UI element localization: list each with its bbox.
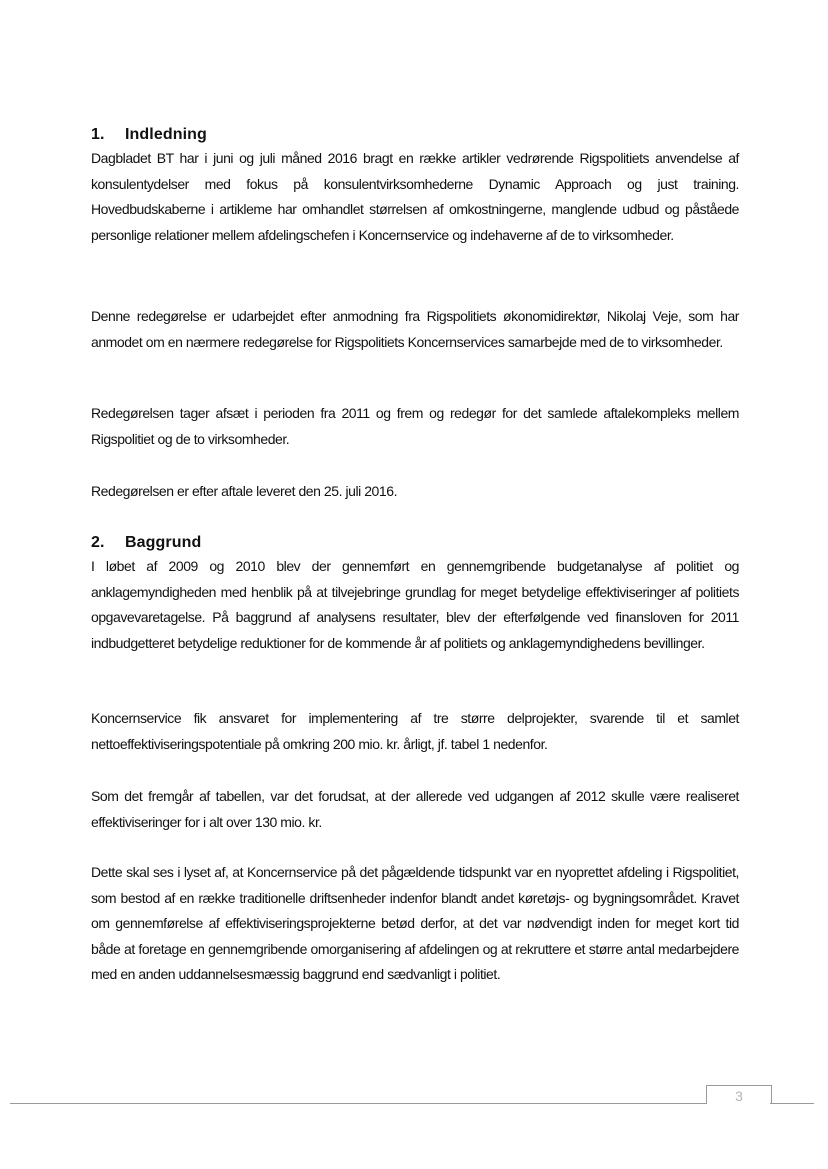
footer-rule-right [770, 1103, 814, 1104]
footer-rule-left [10, 1103, 706, 1104]
paragraph-text: I løbet af 2009 og 2010 blev der gennemført en gennemgribende budgetanalyse af politiet og anklagemyndigheden med henblik på at tilvejebringe grundlag for meget betydelige effektiviseringer af politiets opgavevaretagelse. På baggrund af analysens resultater, blev der efterfølgende ved finansloven for 2011 indbudgetteret betydelige reduktioner for de kommende år af politiets og anklagemyndighedens bevillinger. [91, 558, 739, 651]
paragraph [91, 479, 739, 505]
paragraph-text: Dette skal ses i lyset af, at Koncernservice på det pågældende tidspunkt var en nyoprettet afdeling i Rigspolitiet, som bestod af en række traditionelle driftsenheder indenfor blandt andet køretøjs- og bygningsområdet. Kravet om gennemførelse af effektiviseringsprojekterne betød derfor, at det var nødvendigt inden for meget kort tid både at foretage en gennemgribende omorganisering af afdelingen og at rekruttere et større antal medarbejdere med en anden uddannelsesmæssig baggrund end sædvanligt i politiet. [91, 864, 739, 982]
paragraph [91, 706, 739, 757]
paragraph-text: Redegørelsen er efter aftale leveret den 25. juli 2016. [91, 483, 398, 499]
paragraph [91, 401, 739, 452]
paragraph [91, 304, 739, 355]
section-2-heading [91, 534, 201, 552]
section-number: 1. [91, 126, 105, 143]
paragraph-text: Dagbladet BT har i juni og juli måned 2016 bragt en række artikler vedrørende Rigspolitiets anvendelse af konsulentydelser med fokus på konsulentvirksomhederne Dynamic Approach og just training. Hovedbudskaberne i artikleme har omhandlet størrelsen af omkostningerne, manglende udbud og påståede personlige relationer mellem afdelingschefen i Koncernservice og indehaverne af de to virksomheder. [91, 150, 739, 243]
page-number-box [706, 1085, 772, 1104]
paragraph-text: Som det fremgår af tabellen, var det forudsat, at der allerede ved udgangen af 2012 skulle være realiseret effektiviseringer for i alt over 130 mio. kr. [91, 788, 739, 830]
paragraph-text: Redegørelsen tager afsæt i perioden fra 2011 og frem og redegør for det samlede aftalekompleks mellem Rigspolitiet og de to virksomheder. [91, 405, 739, 447]
paragraph [91, 860, 739, 988]
paragraph-text: Denne redegørelse er udarbejdet efter anmodning fra Rigspolitiets økonomidirektør, Nikolaj Veje, som har anmodet om en nærmere redegørelse for Rigspolitiets Koncernservices samarbejde med de to virksomheder. [91, 308, 739, 350]
paragraph [91, 146, 739, 248]
page-number: 3 [735, 1088, 743, 1104]
section-title: Indledning [125, 126, 207, 143]
section-title: Baggrund [125, 534, 202, 551]
paragraph [91, 784, 739, 835]
paragraph-text: Koncernservice fik ansvaret for implementering af tre større delprojekter, svarende til et samlet nettoeffektiviseringspotentiale på omkring 200 mio. kr. årligt, jf. tabel 1 nedenfor. [91, 710, 739, 752]
section-number: 2. [91, 534, 105, 551]
paragraph [91, 554, 739, 656]
section-1-heading [91, 126, 207, 144]
